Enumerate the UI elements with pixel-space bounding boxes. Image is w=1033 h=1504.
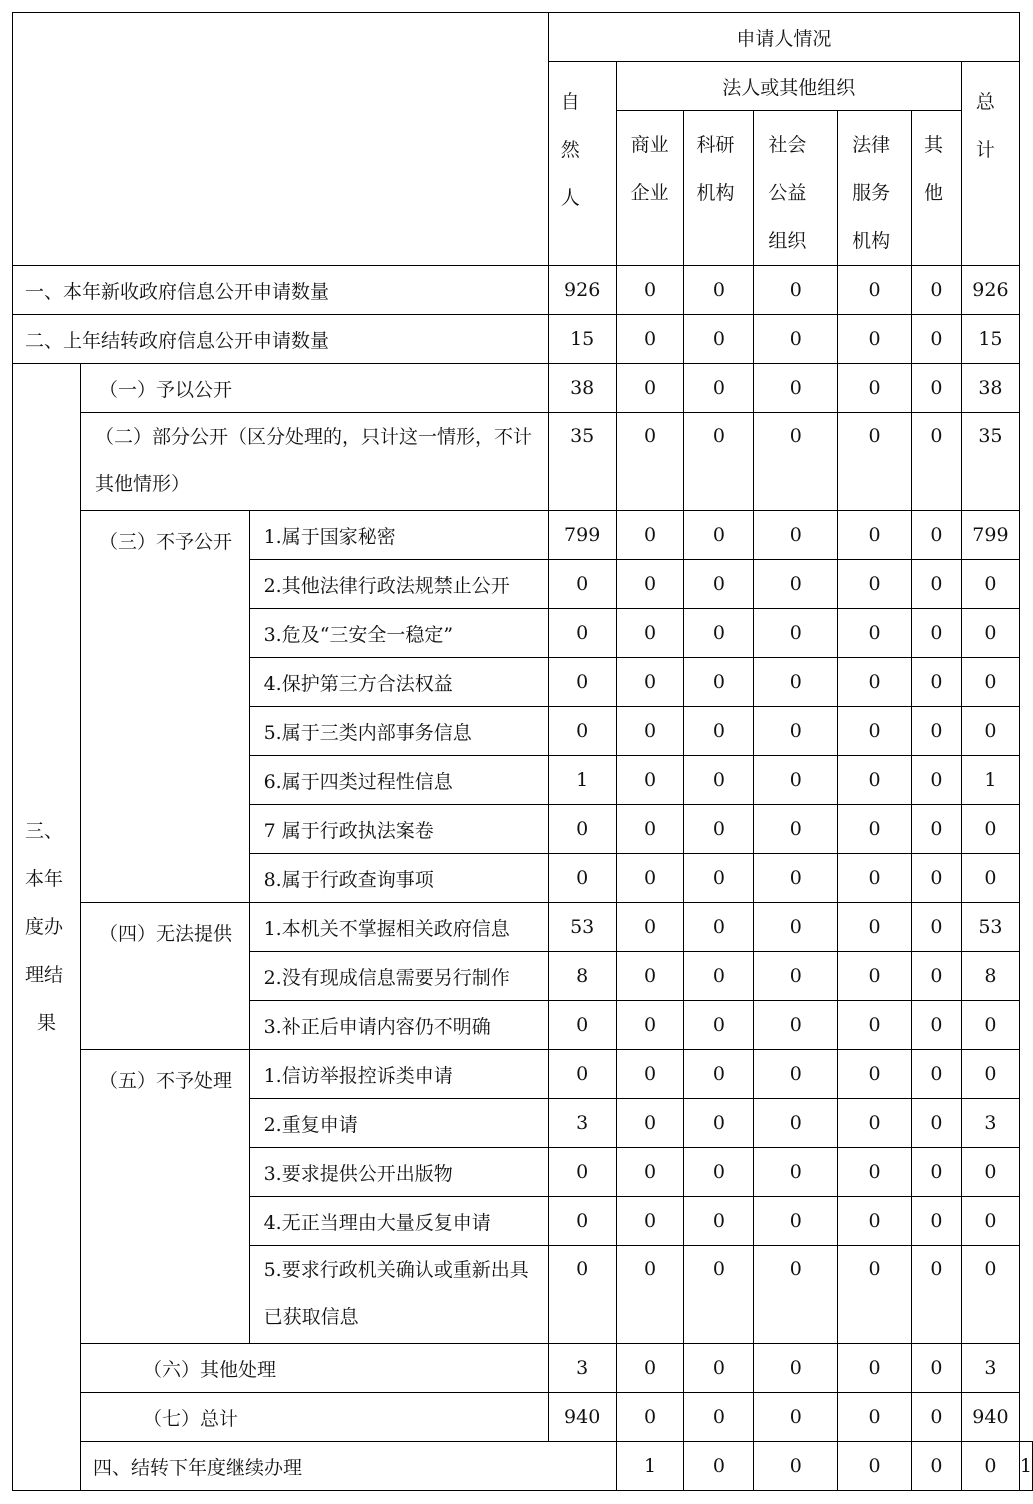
cell-value: 0 bbox=[548, 1246, 616, 1344]
cell-value: 0 bbox=[684, 854, 754, 903]
cell-value: 0 bbox=[754, 707, 838, 756]
table-row bbox=[13, 413, 1033, 511]
cell-value: 0 bbox=[912, 1099, 962, 1148]
cell-value: 0 bbox=[684, 1099, 754, 1148]
cell-value: 0 bbox=[616, 1197, 684, 1246]
cell-value: 0 bbox=[912, 560, 962, 609]
header-public-welfare-text: 社会 公益 组织 bbox=[768, 134, 807, 252]
cell-value: 0 bbox=[684, 1197, 754, 1246]
cell-value: 926 bbox=[961, 266, 1019, 315]
cell-value: 0 bbox=[838, 1099, 912, 1148]
cell-value: 0 bbox=[616, 658, 684, 707]
cell-value: 0 bbox=[616, 1393, 684, 1442]
header-business bbox=[616, 111, 684, 266]
row-label: 7 属于行政执法案卷 bbox=[249, 805, 548, 854]
cell-value: 0 bbox=[912, 511, 962, 560]
cell-value: 0 bbox=[838, 1197, 912, 1246]
header-applicant-situation: 申请人情况 bbox=[548, 13, 1019, 62]
row-label: 4.保护第三方合法权益 bbox=[249, 658, 548, 707]
cell-value: 8 bbox=[548, 952, 616, 1001]
cell-value: 0 bbox=[838, 1393, 912, 1442]
row-label: 1.本机关不掌握相关政府信息 bbox=[249, 903, 548, 952]
cell-value: 3 bbox=[961, 1099, 1019, 1148]
table-row bbox=[13, 1344, 1033, 1393]
cell-value: 0 bbox=[961, 1246, 1019, 1344]
cell-value: 0 bbox=[754, 952, 838, 1001]
header-research bbox=[684, 111, 754, 266]
cell-value: 0 bbox=[754, 658, 838, 707]
cell-value: 0 bbox=[912, 1050, 962, 1099]
cell-value: 0 bbox=[616, 1050, 684, 1099]
not-open-group-label: （三）不予公开 bbox=[80, 511, 249, 903]
cell-value: 0 bbox=[912, 805, 962, 854]
header-legal-service bbox=[838, 111, 912, 266]
header-blank-cell bbox=[13, 13, 549, 266]
cell-value: 0 bbox=[616, 1344, 684, 1393]
cell-value: 926 bbox=[548, 266, 616, 315]
row-label: 5.属于三类内部事务信息 bbox=[249, 707, 548, 756]
cell-value: 0 bbox=[754, 854, 838, 903]
cell-value: 0 bbox=[548, 854, 616, 903]
cell-value: 0 bbox=[548, 1001, 616, 1050]
cell-value: 0 bbox=[838, 560, 912, 609]
cell-value: 0 bbox=[961, 609, 1019, 658]
cell-value: 0 bbox=[616, 266, 684, 315]
cell-value: 0 bbox=[616, 1148, 684, 1197]
cell-value: 0 bbox=[548, 1050, 616, 1099]
header-legal-org-group: 法人或其他组织 bbox=[616, 62, 961, 111]
cell-value: 0 bbox=[754, 609, 838, 658]
row-label: 6.属于四类过程性信息 bbox=[249, 756, 548, 805]
table-row bbox=[13, 1050, 1033, 1099]
row-label: 3.补正后申请内容仍不明确 bbox=[249, 1001, 548, 1050]
cell-value: 0 bbox=[912, 756, 962, 805]
cell-value: 35 bbox=[548, 413, 616, 511]
cell-value: 799 bbox=[548, 511, 616, 560]
cell-value: 0 bbox=[754, 805, 838, 854]
row-label: 2.重复申请 bbox=[249, 1099, 548, 1148]
cell-value: 0 bbox=[838, 1148, 912, 1197]
cell-value: 0 bbox=[912, 364, 962, 413]
row-label: 2.没有现成信息需要另行制作 bbox=[249, 952, 548, 1001]
cell-value: 3 bbox=[548, 1344, 616, 1393]
cell-value: 0 bbox=[616, 413, 684, 511]
row-label-cell bbox=[80, 413, 548, 511]
cell-value: 0 bbox=[616, 364, 684, 413]
cell-value: 0 bbox=[838, 854, 912, 903]
table-row bbox=[13, 1393, 1033, 1442]
cell-value: 0 bbox=[838, 1001, 912, 1050]
cell-value: 0 bbox=[912, 658, 962, 707]
cell-value: 0 bbox=[616, 511, 684, 560]
header-total bbox=[961, 62, 1019, 266]
header-other-text: 其 他 bbox=[924, 134, 944, 204]
cell-value: 0 bbox=[616, 707, 684, 756]
cell-value: 0 bbox=[684, 1246, 754, 1344]
cell-value: 0 bbox=[838, 1050, 912, 1099]
section3-label-cell bbox=[13, 364, 81, 1491]
cell-value: 0 bbox=[684, 658, 754, 707]
cell-value: 0 bbox=[912, 1197, 962, 1246]
table-row bbox=[13, 315, 1033, 364]
cell-value: 0 bbox=[684, 364, 754, 413]
cell-value: 0 bbox=[754, 1099, 838, 1148]
cell-value: 3 bbox=[548, 1099, 616, 1148]
cell-value: 0 bbox=[961, 658, 1019, 707]
cell-value: 1 bbox=[1019, 1442, 1032, 1491]
cell-value: 0 bbox=[548, 1197, 616, 1246]
cell-value: 0 bbox=[754, 413, 838, 511]
cell-value: 0 bbox=[912, 903, 962, 952]
cell-value: 0 bbox=[684, 1050, 754, 1099]
row-label: 二、上年结转政府信息公开申请数量 bbox=[13, 315, 549, 364]
section3-label: 三、 本年 度办 理结 果 bbox=[25, 820, 64, 1034]
row-label: 5.要求行政机关确认或重新出具已获取信息 bbox=[263, 1259, 529, 1328]
row-label: 8.属于行政查询事项 bbox=[249, 854, 548, 903]
table-row bbox=[13, 1442, 1033, 1491]
row-label: （六）其他处理 bbox=[80, 1344, 548, 1393]
cell-value: 0 bbox=[961, 560, 1019, 609]
cell-value: 0 bbox=[684, 952, 754, 1001]
row-label: （一）予以公开 bbox=[80, 364, 548, 413]
row-label: 1.信访举报控诉类申请 bbox=[249, 1050, 548, 1099]
cell-value: 0 bbox=[838, 658, 912, 707]
cell-value: 0 bbox=[838, 1344, 912, 1393]
cell-value: 940 bbox=[961, 1393, 1019, 1442]
cell-value: 0 bbox=[838, 707, 912, 756]
not-process-group-label: （五）不予处理 bbox=[80, 1050, 249, 1344]
cell-value: 0 bbox=[616, 1246, 684, 1344]
cell-value: 0 bbox=[961, 1197, 1019, 1246]
cell-value: 0 bbox=[616, 854, 684, 903]
gov-info-disclosure-table bbox=[12, 12, 1033, 1491]
cell-value: 0 bbox=[961, 1001, 1019, 1050]
cell-value: 0 bbox=[961, 805, 1019, 854]
cell-value: 0 bbox=[912, 1393, 962, 1442]
cell-value: 1 bbox=[548, 756, 616, 805]
header-public-welfare bbox=[754, 111, 838, 266]
cell-value: 0 bbox=[754, 1442, 838, 1491]
cell-value: 0 bbox=[838, 364, 912, 413]
table-row bbox=[13, 903, 1033, 952]
cell-value: 0 bbox=[838, 609, 912, 658]
cell-value: 0 bbox=[548, 658, 616, 707]
cell-value: 0 bbox=[754, 1246, 838, 1344]
cell-value: 0 bbox=[961, 1442, 1019, 1491]
cell-value: 0 bbox=[912, 1344, 962, 1393]
cell-value: 0 bbox=[684, 315, 754, 364]
header-other bbox=[912, 111, 962, 266]
cell-value: 0 bbox=[961, 707, 1019, 756]
cell-value: 0 bbox=[684, 1442, 754, 1491]
header-legal-service-text: 法律 服务 机构 bbox=[852, 134, 891, 252]
cell-value: 0 bbox=[961, 854, 1019, 903]
cell-value: 0 bbox=[838, 413, 912, 511]
cell-value: 0 bbox=[754, 1050, 838, 1099]
cell-value: 0 bbox=[616, 1099, 684, 1148]
unable-group-label: （四）无法提供 bbox=[80, 903, 249, 1050]
header-business-text: 商业 企业 bbox=[630, 134, 669, 204]
cell-value: 0 bbox=[754, 903, 838, 952]
row-label: 四、结转下年度继续办理 bbox=[80, 1442, 616, 1491]
cell-value: 0 bbox=[961, 1050, 1019, 1099]
cell-value: 0 bbox=[754, 1148, 838, 1197]
cell-value: 0 bbox=[616, 805, 684, 854]
cell-value: 0 bbox=[912, 1442, 962, 1491]
cell-value: 0 bbox=[684, 805, 754, 854]
cell-value: 53 bbox=[961, 903, 1019, 952]
table-row bbox=[13, 511, 1033, 560]
cell-value: 0 bbox=[838, 1246, 912, 1344]
cell-value: 0 bbox=[548, 707, 616, 756]
cell-value: 0 bbox=[684, 609, 754, 658]
cell-value: 0 bbox=[754, 511, 838, 560]
cell-value: 53 bbox=[548, 903, 616, 952]
row-label-cell bbox=[249, 1246, 548, 1344]
row-label: 3.要求提供公开出版物 bbox=[249, 1148, 548, 1197]
cell-value: 0 bbox=[838, 266, 912, 315]
cell-value: 0 bbox=[684, 1148, 754, 1197]
row-label: （二）部分公开（区分处理的，只计这一情形，不计其他情形） bbox=[94, 426, 532, 495]
header-research-text: 科研 机构 bbox=[696, 134, 735, 204]
cell-value: 0 bbox=[548, 805, 616, 854]
cell-value: 0 bbox=[754, 315, 838, 364]
cell-value: 940 bbox=[548, 1393, 616, 1442]
cell-value: 0 bbox=[684, 511, 754, 560]
row-label: 3.危及“三安全一稳定” bbox=[249, 609, 548, 658]
cell-value: 0 bbox=[838, 903, 912, 952]
cell-value: 0 bbox=[684, 266, 754, 315]
cell-value: 0 bbox=[838, 756, 912, 805]
cell-value: 38 bbox=[961, 364, 1019, 413]
table-row bbox=[13, 266, 1033, 315]
cell-value: 0 bbox=[754, 1001, 838, 1050]
cell-value: 0 bbox=[912, 952, 962, 1001]
cell-value: 0 bbox=[961, 1148, 1019, 1197]
cell-value: 0 bbox=[616, 1001, 684, 1050]
header-total-text: 总 计 bbox=[975, 91, 995, 161]
cell-value: 0 bbox=[912, 707, 962, 756]
cell-value: 0 bbox=[754, 1197, 838, 1246]
cell-value: 0 bbox=[684, 560, 754, 609]
cell-value: 15 bbox=[548, 315, 616, 364]
cell-value: 0 bbox=[754, 1393, 838, 1442]
cell-value: 3 bbox=[961, 1344, 1019, 1393]
cell-value: 0 bbox=[754, 364, 838, 413]
cell-value: 0 bbox=[684, 1001, 754, 1050]
cell-value: 0 bbox=[754, 1344, 838, 1393]
cell-value: 0 bbox=[616, 903, 684, 952]
cell-value: 0 bbox=[616, 560, 684, 609]
header-natural-person bbox=[548, 62, 616, 266]
row-label: 2.其他法律行政法规禁止公开 bbox=[249, 560, 548, 609]
cell-value: 0 bbox=[912, 609, 962, 658]
row-label: 1.属于国家秘密 bbox=[249, 511, 548, 560]
cell-value: 0 bbox=[912, 854, 962, 903]
cell-value: 8 bbox=[961, 952, 1019, 1001]
cell-value: 0 bbox=[912, 1246, 962, 1344]
cell-value: 0 bbox=[838, 1442, 912, 1491]
table-row bbox=[13, 364, 1033, 413]
cell-value: 0 bbox=[684, 903, 754, 952]
cell-value: 0 bbox=[616, 952, 684, 1001]
cell-value: 0 bbox=[754, 560, 838, 609]
cell-value: 0 bbox=[548, 609, 616, 658]
cell-value: 0 bbox=[616, 609, 684, 658]
cell-value: 0 bbox=[684, 756, 754, 805]
cell-value: 0 bbox=[838, 952, 912, 1001]
cell-value: 0 bbox=[912, 1148, 962, 1197]
header-natural-person-text: 自 然 人 bbox=[560, 91, 580, 209]
cell-value: 0 bbox=[838, 511, 912, 560]
cell-value: 0 bbox=[684, 413, 754, 511]
row-label: 4.无正当理由大量反复申请 bbox=[249, 1197, 548, 1246]
cell-value: 0 bbox=[838, 315, 912, 364]
table-wrapper bbox=[12, 12, 1033, 1491]
cell-value: 1 bbox=[616, 1442, 684, 1491]
cell-value: 38 bbox=[548, 364, 616, 413]
cell-value: 0 bbox=[548, 1148, 616, 1197]
cell-value: 35 bbox=[961, 413, 1019, 511]
cell-value: 0 bbox=[616, 756, 684, 805]
cell-value: 0 bbox=[616, 315, 684, 364]
cell-value: 0 bbox=[912, 413, 962, 511]
cell-value: 0 bbox=[684, 707, 754, 756]
row-label: 一、本年新收政府信息公开申请数量 bbox=[13, 266, 549, 315]
row-label: （七）总计 bbox=[80, 1393, 548, 1442]
cell-value: 1 bbox=[961, 756, 1019, 805]
cell-value: 0 bbox=[684, 1393, 754, 1442]
cell-value: 0 bbox=[912, 266, 962, 315]
cell-value: 0 bbox=[912, 315, 962, 364]
cell-value: 0 bbox=[684, 1344, 754, 1393]
cell-value: 0 bbox=[912, 1001, 962, 1050]
cell-value: 15 bbox=[961, 315, 1019, 364]
cell-value: 0 bbox=[754, 756, 838, 805]
cell-value: 0 bbox=[754, 266, 838, 315]
cell-value: 799 bbox=[961, 511, 1019, 560]
cell-value: 0 bbox=[548, 560, 616, 609]
cell-value: 0 bbox=[838, 805, 912, 854]
